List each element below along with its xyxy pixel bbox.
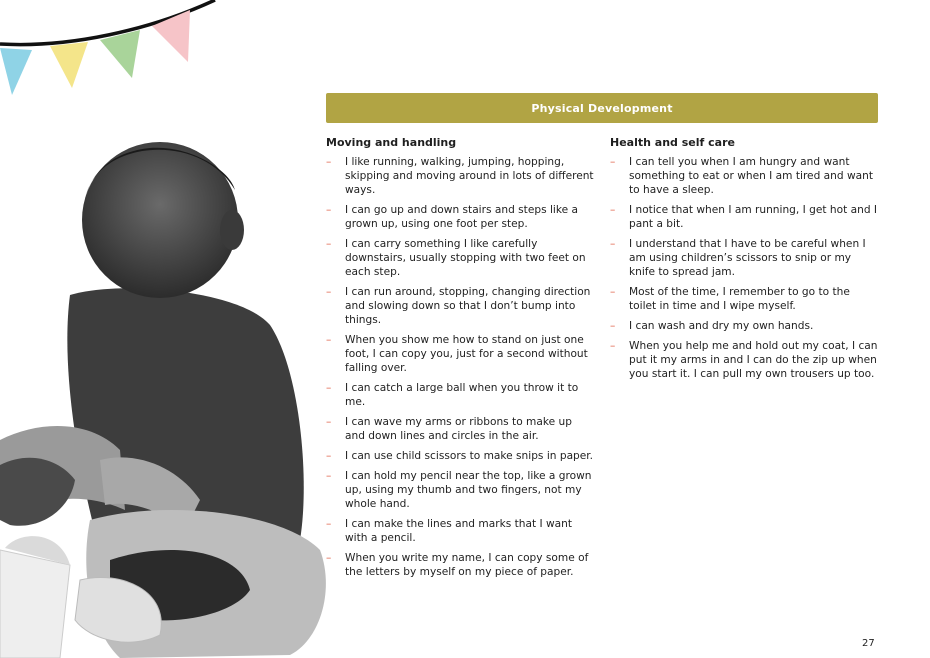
list-item bbox=[326, 469, 594, 511]
list-item bbox=[326, 381, 594, 409]
list-item-text: When you show me how to stand on just one foot, I can copy you, just for a second without falling over. bbox=[345, 334, 588, 374]
bullet-dash: – bbox=[326, 238, 332, 250]
section-banner bbox=[326, 93, 878, 123]
list-item-text: I can wave my arms or ribbons to make up and down lines and circles in the air. bbox=[345, 416, 572, 442]
bullet-dash: – bbox=[326, 470, 332, 482]
list-item bbox=[326, 155, 594, 197]
list-item bbox=[326, 449, 594, 463]
list-item bbox=[326, 333, 594, 375]
list-item bbox=[610, 203, 878, 231]
list-item bbox=[610, 339, 878, 381]
list-item bbox=[326, 517, 594, 545]
moving-handling-column bbox=[326, 136, 594, 585]
list-item bbox=[610, 155, 878, 197]
list-item-text: When you write my name, I can copy some of the letters by myself on my piece of paper. bbox=[345, 552, 589, 578]
page-number: 27 bbox=[862, 638, 875, 649]
list-item bbox=[326, 551, 594, 579]
bullet-dash: – bbox=[326, 382, 332, 394]
list-item-text: When you help me and hold out my coat, I can put it my arms in and I can do the zip up when you start it. I can pull my own trousers up too. bbox=[629, 340, 878, 380]
health-self-care-heading: Health and self care bbox=[610, 136, 735, 149]
list-item-text: I can make the lines and marks that I want with a pencil. bbox=[345, 518, 572, 544]
list-item bbox=[326, 285, 594, 327]
list-item bbox=[610, 285, 878, 313]
list-item bbox=[326, 237, 594, 279]
health-self-care-column bbox=[610, 136, 878, 387]
list-item-text: I can run around, stopping, changing direction and slowing down so that I don’t bump into things. bbox=[345, 286, 591, 326]
list-item-text: I can catch a large ball when you throw it to me. bbox=[345, 382, 579, 408]
list-item bbox=[610, 319, 878, 333]
bullet-dash: – bbox=[326, 156, 332, 168]
bullet-dash: – bbox=[326, 416, 332, 428]
list-item-text: Most of the time, I remember to go to the toilet in time and I wipe myself. bbox=[629, 286, 850, 312]
list-item-text: I like running, walking, jumping, hopping, skipping and moving around in lots of different ways. bbox=[345, 156, 594, 196]
bullet-dash: – bbox=[326, 334, 332, 346]
health-self-care-list bbox=[610, 155, 878, 381]
bullet-dash: – bbox=[610, 204, 616, 216]
list-item-text: I can go up and down stairs and steps like a grown up, using one foot per step. bbox=[345, 204, 578, 230]
moving-handling-list bbox=[326, 155, 594, 579]
bullet-dash: – bbox=[610, 286, 616, 298]
list-item-text: I can tell you when I am hungry and want something to eat or when I am tired and want to have a sleep. bbox=[629, 156, 873, 196]
list-item bbox=[610, 237, 878, 279]
list-item-text: I notice that when I am running, I get hot and I pant a bit. bbox=[629, 204, 878, 230]
bullet-dash: – bbox=[610, 238, 616, 250]
bullet-dash: – bbox=[326, 286, 332, 298]
list-item-text: I can use child scissors to make snips in paper. bbox=[345, 450, 594, 462]
bullet-dash: – bbox=[326, 204, 332, 216]
moving-handling-heading: Moving and handling bbox=[326, 136, 457, 149]
list-item-text: I can hold my pencil near the top, like a grown up, using my thumb and two fingers, not my whole hand. bbox=[345, 470, 592, 510]
bullet-dash: – bbox=[326, 552, 332, 564]
bunting-flags-icon bbox=[0, 0, 230, 110]
child-playing-photo-icon bbox=[0, 120, 340, 658]
banner-title: Physical Development bbox=[531, 101, 673, 115]
bullet-dash: – bbox=[326, 518, 332, 530]
list-item bbox=[326, 415, 594, 443]
list-item-text: I can carry something I like carefully downstairs, usually stopping with two feet on each step. bbox=[345, 238, 586, 278]
bullet-dash: – bbox=[610, 320, 616, 332]
list-item-text: I understand that I have to be careful when I am using children’s scissors to snip or my knife to spread jam. bbox=[629, 238, 866, 278]
bullet-dash: – bbox=[326, 450, 332, 462]
list-item-text: I can wash and dry my own hands. bbox=[629, 320, 814, 332]
list-item bbox=[326, 203, 594, 231]
bullet-dash: – bbox=[610, 340, 616, 352]
bullet-dash: – bbox=[610, 156, 616, 168]
